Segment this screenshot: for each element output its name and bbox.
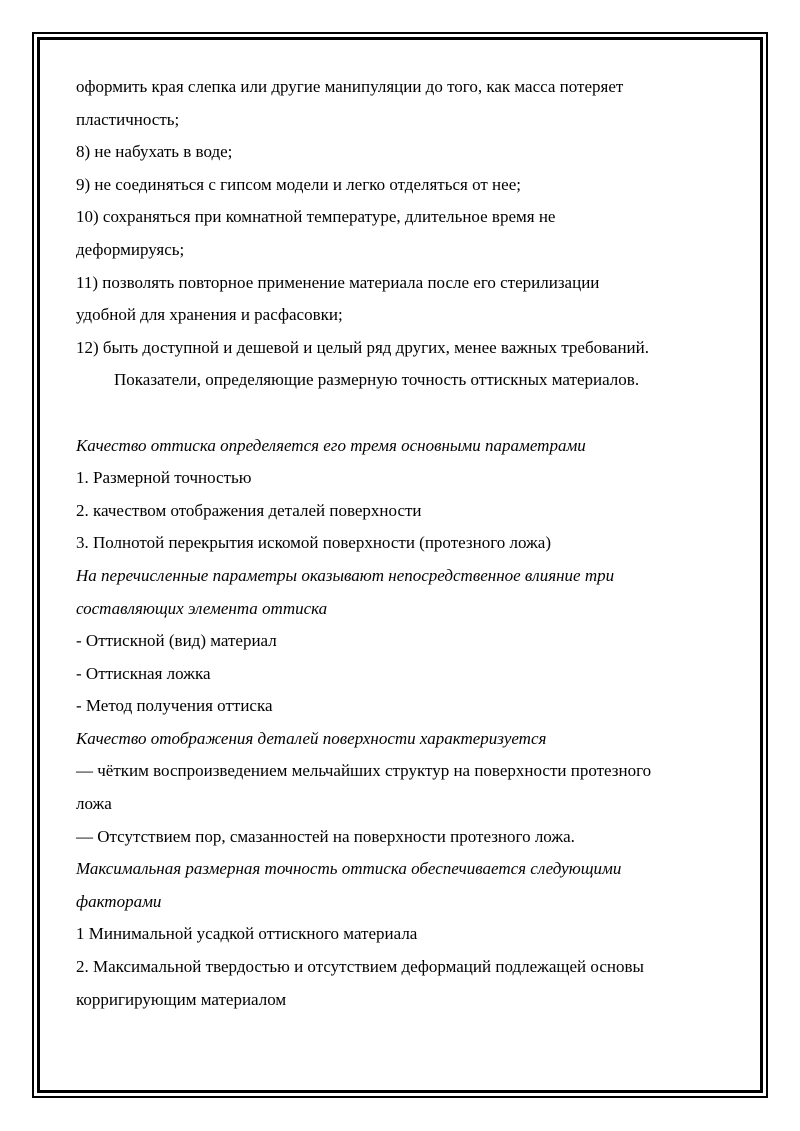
list-item: 2. качеством отображения деталей поверхности xyxy=(76,500,422,520)
list-item: 11) позволять повторное применение материала после его стерилизации xyxy=(76,272,600,292)
text-line: деформируясь; xyxy=(76,239,185,259)
list-item: — Отсутствием пор, смазанностей на поверхности протезного ложа. xyxy=(76,826,575,846)
list-item: 10) сохраняться при комнатной температуре, длительное время не xyxy=(76,207,556,227)
list-item: — чётким воспроизведением мельчайших структур на поверхности протезного xyxy=(76,761,652,781)
italic-heading: Максимальная размерная точность оттиска обеспечивается следующими xyxy=(76,859,622,879)
text-line: удобной для хранения и расфасовки; xyxy=(76,305,343,325)
list-item: - Метод получения оттиска xyxy=(76,696,273,716)
list-item: - Оттискная ложка xyxy=(76,663,211,683)
list-item: 8) не набухать в воде; xyxy=(76,142,233,162)
document-body xyxy=(76,71,726,1016)
text-line: корригирующим материалом xyxy=(76,989,287,1009)
list-item: - Оттискной (вид) материал xyxy=(76,631,277,651)
text-line: ложа xyxy=(76,794,112,814)
blank-line xyxy=(76,397,726,430)
text-line: пластичность; xyxy=(76,109,180,129)
text-line: оформить края слепка или другие манипуляции до того, как масса потеряет xyxy=(76,77,624,96)
list-item: 1 Минимальной усадкой оттискного материала xyxy=(76,924,418,944)
italic-heading: Качество оттиска определяется его тремя основными параметрами xyxy=(76,435,586,455)
list-item: 9) не соединяться с гипсом модели и легко отделяться от нее; xyxy=(76,174,521,194)
list-item: 12) быть доступной и дешевой и целый ряд других, менее важных требований. xyxy=(76,337,650,357)
italic-heading: На перечисленные параметры оказывают непосредственное влияние три xyxy=(76,565,615,585)
list-item: 2. Максимальной твердостью и отсутствием деформаций подлежащей основы xyxy=(76,957,644,977)
italic-heading: составляющих элемента оттиска xyxy=(76,598,328,618)
list-item: 1. Размерной точностью xyxy=(76,468,252,488)
list-item: 3. Полнотой перекрытия искомой поверхности (протезного ложа) xyxy=(76,533,552,553)
italic-heading: факторами xyxy=(76,891,162,911)
section-heading: Показатели, определяющие размерную точность оттискных материалов. xyxy=(114,370,640,390)
italic-heading: Качество отображения деталей поверхности характеризуется xyxy=(76,728,547,748)
